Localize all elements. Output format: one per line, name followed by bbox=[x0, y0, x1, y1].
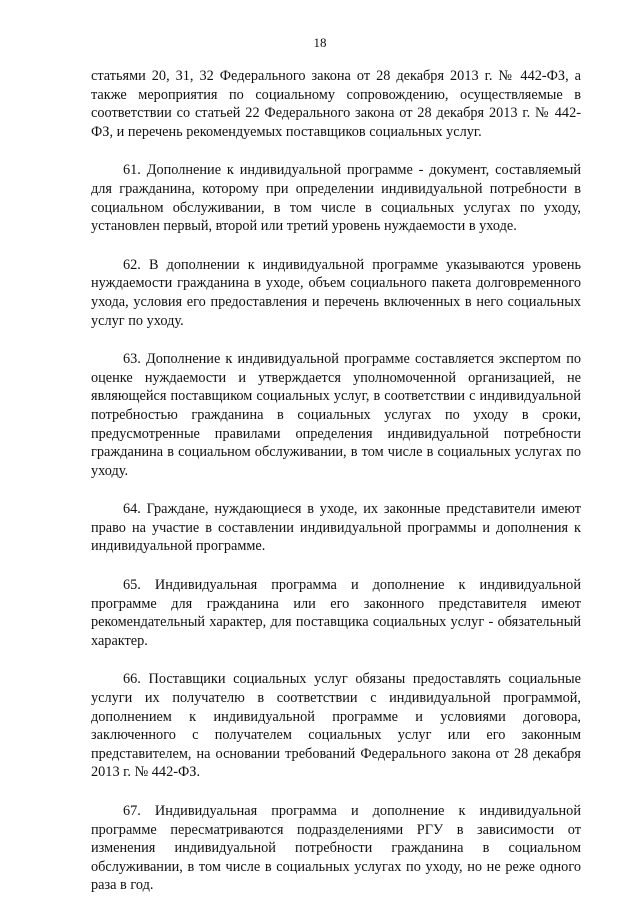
page-number: 18 bbox=[313, 35, 327, 50]
paragraph-67: 67. Индивидуальная программа и дополнение к индивидуальной программе пересматриваются подразделениями РГУ в зависимости от изменения индивидуальной потребности гражданина в социальном обслуживании, в том числе в социальных услугах по уходу, но не реже одного раза в год. bbox=[91, 803, 581, 894]
paragraph-66: 66. Поставщики социальных услуг обязаны предоставлять социальные услуги их получателю в соответствии с индивидуальной программой, дополнением к индивидуальной программе и условиями договора, заключенного с получателем социальных услуг или его законным представителем, на основании требований Федерального закона от 28 декабря 2013 г. № 442-ФЗ. bbox=[91, 671, 581, 781]
paragraph-62: 62. В дополнении к индивидуальной программе указываются уровень нуждаемости гражданина в уходе, объем социального пакета долговременного ухода, условия его предоставления и перечень включенных в него социальных услуг по уходу. bbox=[91, 256, 581, 329]
paragraph-63: 63. Дополнение к индивидуальной программе составляется экспертом по оценке нуждаемости и утверждается уполномоченной организацией, не являющейся поставщиком социальных услуг, в соответствии с индивидуальной потребностью гражданина в социальных услугах по уходу в сроки, предусмотренные правилами определения индивидуальной потребности гражданина в социальном обслуживании, в том числе в социальных услугах по уходу. bbox=[91, 351, 581, 479]
paragraph-65: 65. Индивидуальная программа и дополнение к индивидуальной программе для гражданина или его законного представителя имеют рекомендательный характер, для поставщика социальных услуг - обязательный характер. bbox=[91, 577, 581, 649]
document-body bbox=[91, 67, 581, 915]
paragraph-64: 64. Граждане, нуждающиеся в уходе, их законные представители имеют право на участие в составлении индивидуальной программы и дополнения к индивидуальной программе. bbox=[91, 501, 581, 555]
paragraph-continuation: статьями 20, 31, 32 Федерального закона от 28 декабря 2013 г. № 442-ФЗ, а также мероприятия по социальному сопровождению, осуществляемые в соответствии со статьей 22 Федерального закона от 28 декабря 2013 г. № 442-ФЗ, и перечень рекомендуемых поставщиков социальных услуг. bbox=[91, 68, 581, 140]
paragraph-61: 61. Дополнение к индивидуальной программе - документ, составляемый для гражданина, которому при определении индивидуальной потребности в социальном обслуживании, в том числе в социальных услугах по уходу, установлен первый, второй или третий уровень нуждаемости в уходе. bbox=[91, 162, 581, 235]
